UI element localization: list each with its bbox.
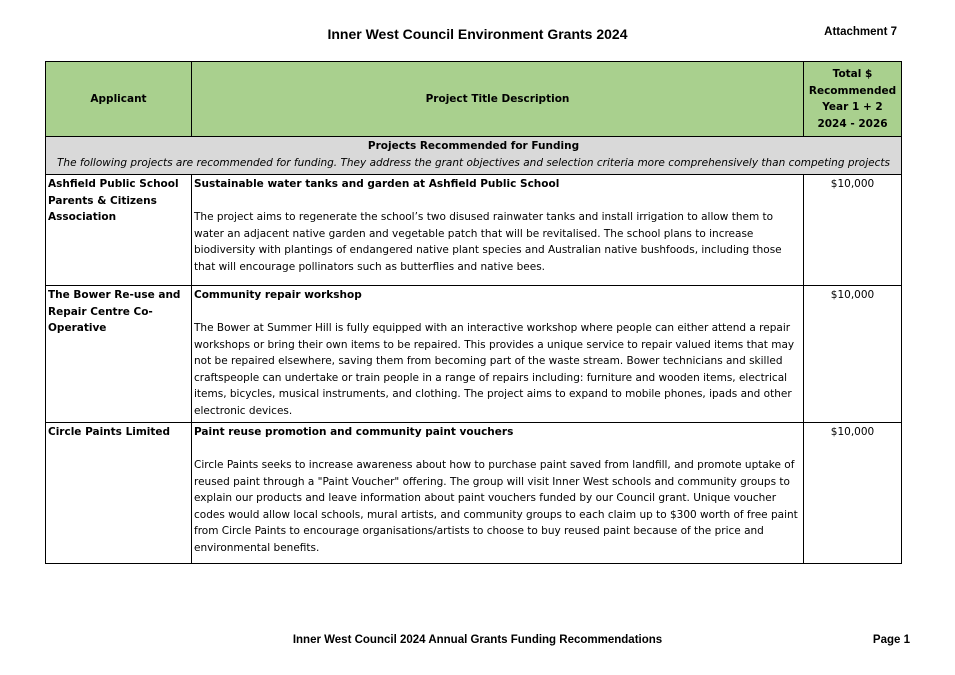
total-header-line: 2024 - 2026: [817, 117, 888, 130]
project-description: The Bower at Summer Hill is fully equipped with an interactive workshop where people can either attend a repair workshops or bring their own items to be repaired. This provides a unique service to repair valued items that may not be repaired elsewhere, saving them from becoming part of the waste stream. Bower technicians and skilled craftspeople can undertake or train people in a range of repairs including: furniture and wooden items, electrical items, bicycles, musical instruments, and clothing. The project aims to expand to mobile phones, ipads and other electronic devices.: [194, 322, 795, 417]
description-header: Project Title Description: [192, 62, 804, 137]
applicant-cell: Circle Paints Limited: [46, 423, 192, 564]
total-header-line: Year 1 + 2: [822, 101, 883, 113]
total-header-line: Total $: [832, 68, 873, 80]
grants-table: [45, 61, 902, 564]
project-cell: [192, 423, 804, 564]
project-cell: [192, 175, 804, 286]
table-row: [46, 175, 902, 286]
table-header-row: [46, 62, 902, 137]
project-title: Community repair workshop: [194, 289, 362, 301]
applicant-header: Applicant: [46, 62, 192, 137]
applicant-cell: Ashfield Public School Parents & Citizens Association: [46, 175, 192, 286]
amount-cell: $10,000: [804, 423, 902, 564]
project-description: Circle Paints seeks to increase awareness about how to purchase paint saved from landfill, and promote uptake of reused paint through a "Paint Voucher" offering. The group will visit Inner West schools and community groups to explain our products and leave information about paint vouchers funded by our Council grant. Unique voucher codes would allow local schools, mural artists, and community groups to each claim up to $300 worth of free paint from Circle Paints to encourage organisations/artists to choose to buy reused paint because of the price and environmental benefits.: [194, 459, 798, 554]
project-cell: [192, 286, 804, 423]
section-title: Projects Recommended for Funding: [367, 140, 580, 152]
table-row: [46, 286, 902, 423]
project-description: The project aims to regenerate the school’s two disused rainwater tanks and install irrigation to allow them to water an adjacent native garden and vegetable patch that will be revitalised. The school plans to increase biodiversity with plantings of endangered native plant species and Australian native bushfoods, including those that will encourage pollinators such as butterflies and native bees.: [194, 211, 782, 273]
section-row: [46, 137, 902, 175]
attachment-label: Attachment 7: [824, 26, 897, 38]
total-header-line: Recommended: [808, 84, 897, 97]
footer-text: Inner West Council 2024 Annual Grants Funding Recommendations: [292, 634, 663, 646]
applicant-cell: The Bower Re-use and Repair Centre Co-Operative: [46, 286, 192, 423]
project-title: Paint reuse promotion and community paint vouchers: [194, 426, 514, 438]
section-cell: [46, 137, 902, 175]
page-number: Page 1: [872, 634, 910, 646]
document-title: Inner West Council Environment Grants 2024: [327, 26, 628, 42]
amount-cell: $10,000: [804, 175, 902, 286]
total-header: [804, 62, 902, 137]
amount-cell: $10,000: [804, 286, 902, 423]
table-row: [46, 423, 902, 564]
project-title: Sustainable water tanks and garden at Ashfield Public School: [194, 178, 560, 190]
section-subtitle: The following projects are recommended for funding. They address the grant objectives and selection criteria more comprehensively than competing projects: [57, 156, 890, 169]
